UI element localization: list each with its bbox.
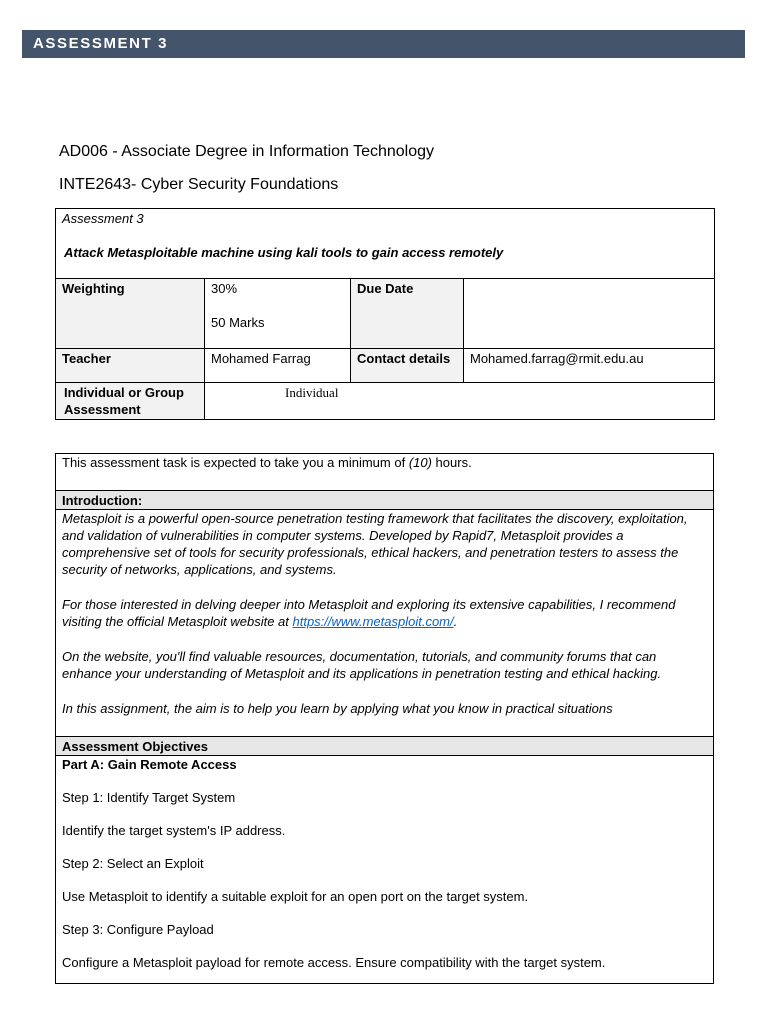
duration-value: (10) — [408, 455, 432, 470]
intro-paragraph-4: In this assignment, the aim is to help you learn by applying what you know in practical situations — [62, 701, 613, 716]
contact-label: Contact details — [351, 349, 464, 383]
weighting-percent: 30% — [211, 281, 238, 296]
intro-paragraph-1: Metasploit is a powerful open-source penetration testing framework that facilitates the discovery, exploitation, and validation of vulnerabilities in computer systems. Developed by Rapid7, Metasploit provides a comprehensive set of tools for security professionals, ethical hackers, and penetration testers to assess the security of networks, applications, and systems. — [62, 511, 688, 577]
step-line: Step 2: Select an Exploit — [62, 856, 204, 871]
objectives-body — [56, 756, 713, 971]
assessment-label: Assessment 3 — [62, 211, 144, 226]
weighting-marks: 50 Marks — [211, 315, 265, 330]
weighting-cell — [205, 279, 351, 349]
step-line: Use Metasploit to identify a suitable exploit for an open port on the target system. — [62, 889, 529, 904]
group-label: Individual or Group Assessment — [56, 383, 205, 420]
duration-line — [56, 454, 713, 490]
step-line: Identify the target system's IP address. — [62, 823, 286, 838]
intro-paragraph-3: On the website, you'll find valuable resources, documentation, tutorials, and community forums that can enhance your understanding of Metasploit and its applications in penetration testing and ethical hacking. — [62, 649, 662, 681]
assessment-banner: ASSESSMENT 3 — [22, 30, 745, 58]
group-value: Individual — [205, 383, 715, 420]
introduction-heading: Introduction: — [56, 490, 713, 510]
intro-p2-text: For those interested in delving deeper into Metasploit and exploring its extensive capabilities, I recommend visiting the official Metasploit website at — [62, 597, 676, 629]
metasploit-link[interactable]: https://www.metasploit.com/ — [292, 614, 454, 629]
teacher-label: Teacher — [56, 349, 205, 383]
intro-paragraph-2 — [62, 596, 707, 630]
step-line: Step 3: Configure Payload — [62, 922, 214, 937]
intro-p2-suffix: . — [453, 614, 458, 629]
course-title: INTE2643- Cyber Security Foundations — [59, 176, 339, 193]
step-line: Configure a Metasploit payload for remote access. Ensure compatibility with the target system. — [62, 955, 606, 970]
step-line: Step 1: Identify Target System — [62, 790, 236, 805]
part-a-title: Part A: Gain Remote Access — [62, 757, 237, 772]
due-date-value — [464, 279, 715, 349]
duration-prefix: This assessment task is expected to take you a minimum of — [62, 455, 409, 470]
teacher-value: Mohamed Farrag — [205, 349, 351, 383]
objectives-heading: Assessment Objectives — [56, 736, 713, 756]
program-title: AD006 - Associate Degree in Information Technology — [59, 143, 435, 160]
task-description-box — [55, 453, 714, 984]
due-date-label: Due Date — [351, 279, 464, 349]
weighting-label: Weighting — [56, 279, 205, 349]
assessment-title-cell — [56, 209, 715, 279]
duration-suffix: hours. — [431, 455, 472, 470]
introduction-body — [56, 510, 713, 736]
assessment-info-table — [55, 208, 715, 420]
assessment-title: Attack Metasploitable machine using kali tools to gain access remotely — [64, 245, 504, 260]
contact-value: Mohamed.farrag@rmit.edu.au — [464, 349, 715, 383]
